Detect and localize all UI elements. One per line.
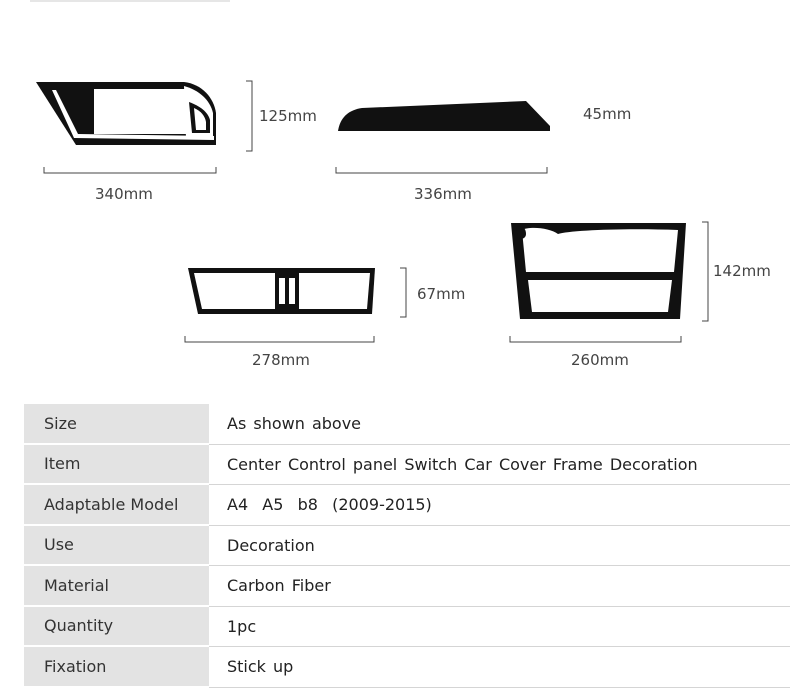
part3-width-label: 278mm xyxy=(252,351,310,369)
switch-panel-frame-image xyxy=(186,266,378,316)
part1-width-bracket xyxy=(43,165,218,175)
spec-label: Material xyxy=(24,566,209,607)
part4-width-label: 260mm xyxy=(571,351,629,369)
spec-value: 1pc xyxy=(209,607,790,648)
spec-label: Fixation xyxy=(24,647,209,688)
spec-value: Decoration xyxy=(209,526,790,567)
spec-label: Item xyxy=(24,445,209,486)
spec-row-material xyxy=(24,566,790,607)
spec-label: Quantity xyxy=(24,607,209,648)
part1-width-label: 340mm xyxy=(95,185,153,203)
spec-value: Stick up xyxy=(209,647,790,688)
spec-value: A4 A5 b8 (2009-2015) xyxy=(209,485,790,526)
part4-height-bracket xyxy=(700,221,710,323)
spec-row-quantity xyxy=(24,607,790,648)
spec-row-adaptable-model xyxy=(24,485,790,526)
spec-row-item xyxy=(24,445,790,486)
part3-height-bracket xyxy=(398,267,408,319)
part3-height-label: 67mm xyxy=(417,285,466,303)
spec-label: Size xyxy=(24,404,209,445)
part3-width-bracket xyxy=(184,334,376,344)
part1-height-bracket xyxy=(244,80,254,152)
spec-row-use xyxy=(24,526,790,567)
navigation-frame-image xyxy=(34,78,219,150)
part4-height-label: 142mm xyxy=(713,262,771,280)
climate-control-frame-image xyxy=(510,222,688,322)
spec-row-fixation xyxy=(24,647,790,688)
part2-width-bracket xyxy=(335,165,550,175)
dashboard-strip-image xyxy=(336,98,552,134)
spec-label: Adaptable Model xyxy=(24,485,209,526)
part4-width-bracket xyxy=(509,334,684,344)
part1-height-label: 125mm xyxy=(259,107,317,125)
spec-value: Carbon Fiber xyxy=(209,566,790,607)
spec-label: Use xyxy=(24,526,209,567)
spec-value: As shown above xyxy=(209,404,790,445)
top-line xyxy=(30,0,230,3)
part2-width-label: 336mm xyxy=(414,185,472,203)
specification-table xyxy=(24,404,790,688)
part2-height-label: 45mm xyxy=(583,105,632,123)
spec-value: Center Control panel Switch Car Cover Frame Decoration xyxy=(209,445,790,486)
spec-row-size xyxy=(24,404,790,445)
